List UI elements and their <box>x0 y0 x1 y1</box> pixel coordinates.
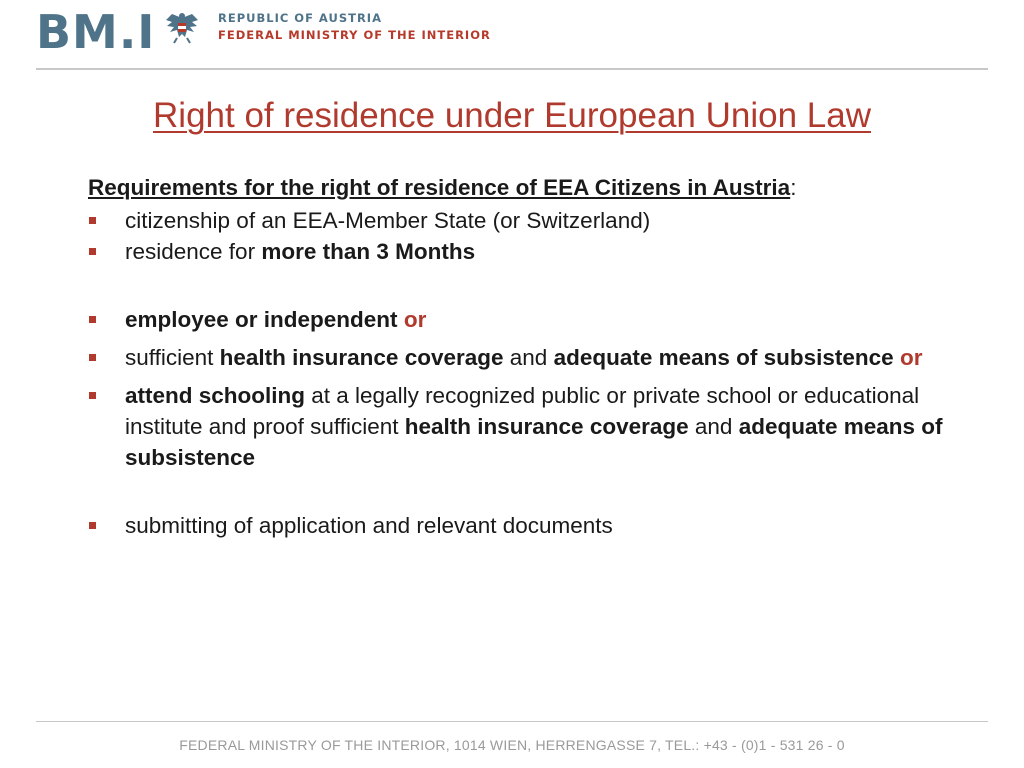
bullet-bold-text: more than 3 Months <box>261 239 476 264</box>
or-connector: or <box>899 345 923 370</box>
republic-label: REPUBLIC OF AUSTRIA <box>218 11 382 25</box>
list-item <box>88 205 968 236</box>
bmi-logo: BM.I <box>36 5 156 59</box>
requirements-heading-colon: : <box>790 175 797 200</box>
ministry-name <box>218 10 491 44</box>
bullet-text: sufficient <box>125 345 220 370</box>
bullet-marker-icon <box>89 392 96 399</box>
austrian-eagle-icon <box>164 10 200 46</box>
requirements-list <box>88 205 968 541</box>
bullet-marker-icon <box>89 248 96 255</box>
bullet-text: and <box>688 414 739 439</box>
header-divider <box>36 68 988 70</box>
header <box>0 0 1024 70</box>
requirements-heading-text: Requirements for the right of residence of EEA Citizens in Austria <box>88 175 791 200</box>
bullet-marker-icon <box>89 522 96 529</box>
bullet-bold-text: attend schooling <box>125 383 305 408</box>
bullet-text: residence for <box>125 239 262 264</box>
or-connector: or <box>403 307 427 332</box>
requirements-heading <box>88 172 968 203</box>
bullet-marker-icon <box>89 354 96 361</box>
bullet-marker-icon <box>89 217 96 224</box>
ministry-label: FEDERAL MINISTRY OF THE INTERIOR <box>218 28 491 42</box>
slide-title: Right of residence under European Union Law <box>153 96 871 135</box>
bullet-text: and <box>503 345 554 370</box>
footer-contact: FEDERAL MINISTRY OF THE INTERIOR, 1014 WIEN, HERRENGASSE 7, TEL.: +43 - (0)1 - 531 26 - 0 <box>179 737 845 753</box>
list-item <box>88 510 968 541</box>
footer-divider <box>36 721 988 722</box>
list-item <box>88 304 968 335</box>
bullet-marker-icon <box>89 316 96 323</box>
bullet-bold-text: health insurance coverage <box>404 414 689 439</box>
bullet-bold-text: adequate means of subsistence <box>125 414 943 470</box>
bullet-text: citizenship of an EEA-Member State (or Switzerland) <box>125 208 651 233</box>
bullet-bold-text: employee or independent <box>125 307 398 332</box>
list-item <box>88 236 968 267</box>
bullet-text: at a legally recognized public or private school or educational institute and proof sufficient <box>125 383 920 439</box>
bullet-bold-text: adequate means of subsistence <box>553 345 894 370</box>
list-item <box>88 380 968 473</box>
slide-content <box>88 172 968 541</box>
bullet-text: submitting of application and relevant documents <box>125 513 613 538</box>
list-item <box>88 342 968 373</box>
bullet-bold-text: health insurance coverage <box>219 345 504 370</box>
